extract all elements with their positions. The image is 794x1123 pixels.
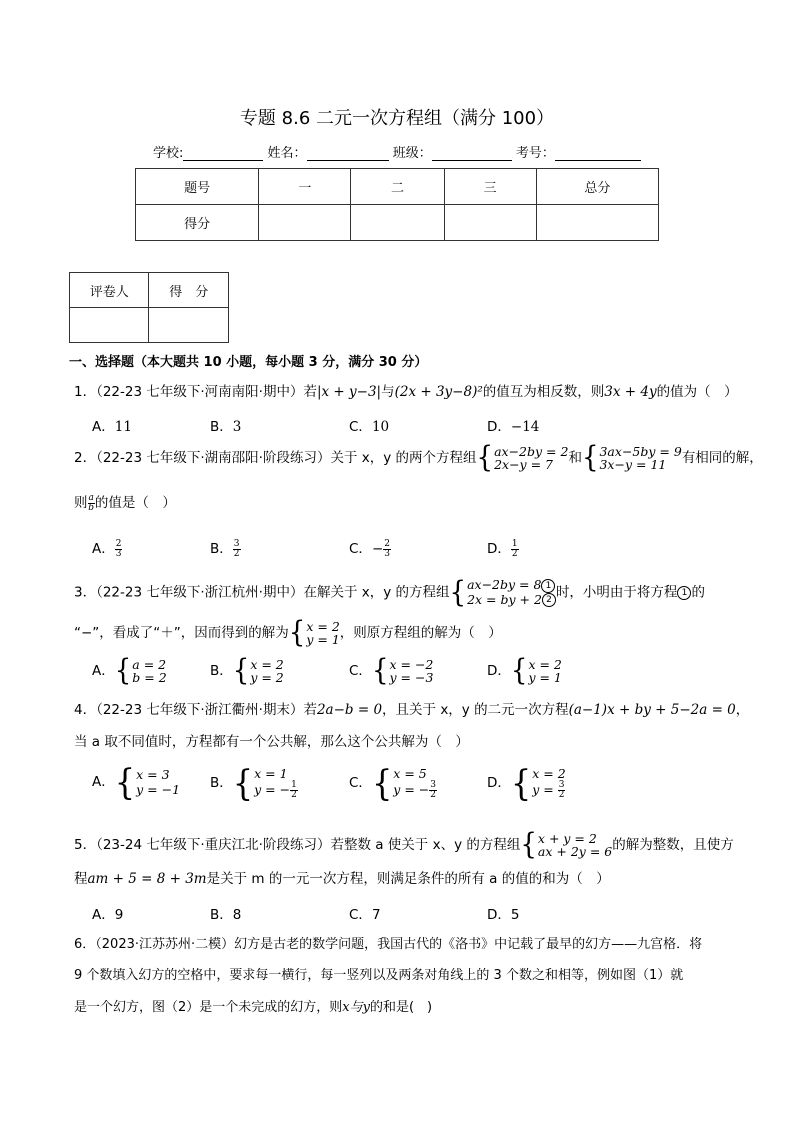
x-value: 1 (279, 766, 288, 781)
q4-option-d[interactable] (487, 762, 566, 804)
grader-table (69, 272, 229, 343)
question-1 (74, 382, 738, 402)
equation-text: ax−2by = 8 (467, 577, 542, 592)
equation-line: x = 1 (254, 766, 288, 781)
score-table (135, 168, 659, 241)
fraction-numerator: 1 (291, 780, 297, 790)
math-expression: am + 5 = 8 + 3m (87, 871, 207, 887)
equation-line: 2x−y = 7 (494, 457, 553, 472)
equation-system: { x = 2 y = $\frac{3}{2}$ (510, 762, 566, 804)
question-4-line-2: 当 a 取不同值时，方程都有一个公共解，那么这个公共解为（ ） (74, 734, 469, 750)
question-number: 3． (74, 584, 97, 601)
option-sign: − (371, 541, 384, 557)
q1-option-d[interactable] (487, 415, 539, 435)
q5-option-a[interactable] (92, 903, 123, 923)
fraction-denominator: 2 (511, 548, 518, 559)
x-value: 3 (161, 767, 170, 782)
option-label: B． (210, 663, 233, 679)
equation-text: 2x = by + 2 (467, 591, 542, 607)
option-label: D． (487, 419, 511, 435)
option-label: D． (487, 663, 511, 679)
equation-line: 3ax−5by = 9 (599, 444, 682, 459)
q4-option-c[interactable] (349, 762, 437, 804)
question-number: 4． (74, 702, 97, 718)
equation-line: x = 3 (136, 767, 170, 782)
equation-system: { x = −2 y = −3 (371, 654, 434, 688)
question-text: 与 (381, 384, 395, 400)
equation-line: x = −2 (389, 657, 434, 672)
fraction (429, 781, 437, 800)
equation-line: 3x−y = 11 (599, 457, 667, 472)
score-header-cell: 三 (444, 169, 536, 205)
fraction-numerator: a (88, 492, 94, 503)
equation-system: { a = 2 b = 2 (114, 654, 167, 688)
school-label: 学校: (153, 146, 184, 161)
option-label: C． (349, 663, 372, 679)
fraction-denominator: 3 (384, 548, 390, 559)
section-title: 一、选择题（本大题共 10 小题，每小题 3 分，满分 30 分） (69, 355, 428, 370)
grader-score-cell[interactable] (149, 308, 229, 343)
option-value: 3 (232, 419, 242, 435)
fraction-numerator: 2 (384, 538, 390, 549)
grader-cell[interactable] (70, 308, 149, 343)
option-value: −14 (510, 419, 540, 435)
math-expression: 2a−b = 0 (316, 702, 383, 718)
equation-system: { x + y = 2 ax + 2y = 6 (520, 828, 613, 862)
option-label: A． (92, 419, 115, 435)
question-text: 的和是( ) (369, 1000, 433, 1015)
q2-option-c[interactable] (349, 537, 391, 559)
fraction-numerator: 1 (511, 538, 518, 549)
question-2-line-2 (74, 493, 176, 513)
question-text: 若整数 a 使关于 x、y 的方程组 (330, 837, 521, 853)
question-text: 若 (303, 384, 317, 400)
question-text: 的 (691, 584, 705, 601)
option-label: B． (210, 907, 233, 923)
question-text: 是关于 m 的一元一次方程，则满足条件的所有 a 的值的和为（ ） (206, 871, 610, 887)
circled-number: 1 (677, 586, 691, 600)
equation-line: y = $\frac{3}{2}$ (532, 780, 565, 800)
q4-option-b[interactable] (210, 762, 298, 804)
question-text: 是一个幻方，图（2）是一个未完成的幻方，则 (74, 1000, 343, 1015)
fraction-denominator: b (88, 502, 95, 513)
question-text: 时，小明由于将方程 (555, 584, 678, 601)
fraction (290, 781, 298, 800)
q3-option-d[interactable] (487, 654, 562, 688)
y-value: 1 (172, 782, 181, 797)
equation-line: ax + 2y = 6 (537, 844, 613, 859)
option-label: B． (210, 541, 233, 557)
question-source: （22-23 七年级下·河南南阳·期中） (96, 384, 304, 400)
math-expression: x与y (342, 1000, 370, 1015)
equation-line (467, 578, 556, 593)
math-expression: (2x + 3y−8)² (394, 384, 483, 400)
question-text: 的值为（ ） (656, 384, 738, 400)
fraction (115, 540, 123, 559)
fraction (88, 494, 95, 513)
question-text: 则 (74, 495, 88, 511)
option-label: A． (92, 907, 115, 923)
equation-system: { x = 2 y = 1 (510, 654, 562, 688)
grader-score-label: 得 分 (149, 273, 229, 308)
fraction (511, 540, 519, 559)
score-cell[interactable] (444, 205, 536, 241)
score-cell[interactable] (259, 205, 351, 241)
equation-line: x = 2 (306, 619, 340, 634)
q1-option-c[interactable] (349, 415, 389, 435)
y-sign: − (279, 782, 291, 797)
question-6-line-3 (74, 998, 432, 1018)
score-header-cell: 一 (259, 169, 351, 205)
question-number: 5． (74, 837, 97, 853)
question-4 (74, 700, 749, 720)
equation-line: x + y = 2 (537, 831, 597, 846)
math-expression: 3x + 4y (604, 384, 657, 400)
question-2 (74, 441, 763, 475)
y-sign: − (418, 782, 430, 797)
equation-line: y = −1 (136, 782, 181, 797)
exam-no-field[interactable] (555, 146, 641, 161)
question-source: （23-24 七年级下·重庆江北·阶段练习） (96, 837, 331, 853)
question-3-line-2 (74, 616, 502, 650)
question-text: 关于 x，y 的两个方程组 (330, 450, 477, 466)
equation-line: y = 1 (528, 670, 562, 685)
option-label: A． (92, 541, 115, 557)
fraction (233, 540, 241, 559)
q5-option-b[interactable] (210, 903, 241, 923)
question-text: ，且关于 x，y 的二元一次方程 (382, 702, 569, 718)
equation-line: y = − $\frac{3}{2}$ (393, 780, 436, 800)
equation-line: x = 5 (393, 766, 427, 781)
fraction-denominator: 3 (115, 548, 122, 559)
question-text: 幻方是古老的数学问题，我国古代的《洛书》中记载了最早的幻方——九宫格．将 (234, 937, 703, 952)
q4-option-a[interactable] (92, 761, 181, 803)
equation-system: { x = 2 y = 2 (232, 654, 284, 688)
equation-system: { x = 2 y = 1 (288, 616, 340, 650)
x-value: 2 (557, 766, 566, 781)
equation-line (467, 593, 556, 608)
question-5-line-2 (74, 869, 610, 889)
question-text: ，则原方程组的解为（ ） (339, 625, 502, 641)
name-field[interactable] (307, 146, 389, 161)
question-text: 和 (568, 450, 582, 466)
question-text: 在解关于 x，y 的方程组 (303, 584, 450, 601)
option-value: 7 (371, 907, 381, 923)
student-info-line (153, 142, 641, 161)
q3-option-c[interactable] (349, 654, 434, 688)
fraction-numerator: 2 (115, 538, 122, 549)
name-label: 姓名： (267, 146, 307, 161)
option-label: D． (487, 907, 511, 923)
question-number: 2． (74, 450, 97, 466)
option-label: D． (487, 541, 511, 557)
equation-system: { ax−2by = 8 1 2x = by + 2 2 (450, 578, 556, 607)
equation-line: x = 2 (528, 657, 562, 672)
circled-number: 2 (542, 593, 556, 607)
score-header-cell: 总分 (536, 169, 658, 205)
equation-system: { x = 5 y = − $\frac{3}{2}$ (371, 762, 436, 804)
q1-option-a[interactable] (92, 415, 132, 435)
q5-option-c[interactable] (349, 903, 381, 923)
grader-label: 评卷人 (70, 273, 149, 308)
equation-line: y = − $\frac{1}{2}$ (254, 780, 297, 800)
math-expression: |x + y−3| (316, 384, 382, 400)
q1-option-b[interactable] (210, 415, 241, 435)
score-row-label: 得分 (136, 205, 259, 241)
q2-option-d[interactable] (487, 537, 519, 559)
question-text: “−”，看成了“＋”，因而得到的解为 (74, 625, 289, 641)
question-text: 的解为整数，且使方 (612, 837, 734, 853)
fraction (383, 540, 391, 559)
fraction-denominator: 2 (430, 790, 436, 800)
equation-line: a = 2 (132, 657, 167, 672)
question-number: 1． (74, 384, 97, 400)
option-value: 8 (232, 907, 242, 923)
class-label: 班级： (392, 146, 432, 161)
option-value: 5 (510, 907, 520, 923)
equation-line: y = 1 (306, 632, 340, 647)
option-value: 10 (371, 419, 390, 435)
equation-line: ax−2by = 2 (494, 444, 569, 459)
question-text: ， (735, 702, 750, 718)
option-label: A． (92, 774, 115, 790)
q3-option-a[interactable] (92, 654, 167, 688)
question-number: 6． (74, 937, 96, 952)
question-source: （22-23 七年级下·湖南邵阳·阶段练习） (96, 450, 331, 466)
score-header-cell: 题号 (136, 169, 259, 205)
circled-number: 1 (541, 579, 555, 593)
question-text: 有相同的解， (681, 450, 763, 466)
fraction-numerator: 3 (233, 538, 240, 549)
option-value: 11 (114, 419, 132, 435)
fraction-numerator: 3 (430, 780, 436, 790)
option-label: C． (349, 775, 372, 791)
score-cell[interactable] (536, 205, 658, 241)
score-cell[interactable] (351, 205, 444, 241)
option-label: C． (349, 907, 372, 923)
fraction-denominator: 2 (233, 548, 240, 559)
equation-line: y = −3 (389, 670, 434, 685)
math-expression: (a−1)x + by + 5−2a = 0 (568, 702, 736, 718)
question-6-line-2: 9 个数填入幻方的空格中，要求每一横行，每一竖列以及两条对角线上的 3 个数之和相等，例如图（1）就 (74, 968, 684, 983)
equation-system: { x = 3 y = −1 (114, 761, 181, 803)
question-source: （22-23 七年级下·浙江衢州·期末） (96, 702, 304, 718)
option-label: B． (210, 775, 233, 791)
equation-system: { 3ax−5by = 9 3x−y = 11 (581, 441, 682, 475)
question-source: （2023·江苏苏州·二模） (95, 937, 235, 952)
exam-no-label: 考号： (515, 146, 555, 161)
question-6 (74, 935, 702, 955)
q2-option-b[interactable] (210, 537, 241, 559)
question-text: 的值互为相反数，则 (482, 384, 605, 400)
equation-line: x = 2 (250, 657, 284, 672)
option-label: C． (349, 419, 372, 435)
option-value: 9 (114, 907, 124, 923)
page-title: 专题 8.6 二元一次方程组（满分 100） (239, 108, 555, 129)
question-text: 的值是（ ） (94, 495, 176, 511)
option-label: C． (349, 541, 372, 557)
score-header-cell: 二 (351, 169, 444, 205)
fraction-numerator: 3 (558, 780, 565, 790)
question-source: （22-23 七年级下·浙江杭州·期中） (96, 584, 304, 601)
equation-line: b = 2 (132, 670, 167, 685)
q5-option-d[interactable] (487, 903, 520, 923)
class-field[interactable] (432, 146, 512, 161)
equation-system: { ax−2by = 2 2x−y = 7 (476, 441, 569, 475)
equation-line: x = 2 (532, 766, 566, 781)
q2-option-a[interactable] (92, 537, 122, 559)
question-5 (74, 828, 734, 862)
equation-line: y = 2 (250, 670, 284, 685)
x-value: 5 (418, 766, 427, 781)
fraction (558, 781, 566, 800)
question-text: 若 (303, 702, 317, 718)
fraction-denominator: 2 (558, 790, 565, 800)
q3-option-b[interactable] (210, 654, 284, 688)
option-label: B． (210, 419, 233, 435)
equation-system: { x = 1 y = − $\frac{1}{2}$ (232, 762, 297, 804)
fraction-denominator: 2 (291, 790, 297, 800)
school-field[interactable] (183, 146, 263, 161)
question-text: 程 (74, 871, 88, 887)
option-label: D． (487, 775, 511, 791)
y-sign: − (161, 782, 173, 797)
question-3 (74, 578, 705, 607)
option-label: A． (92, 663, 115, 679)
